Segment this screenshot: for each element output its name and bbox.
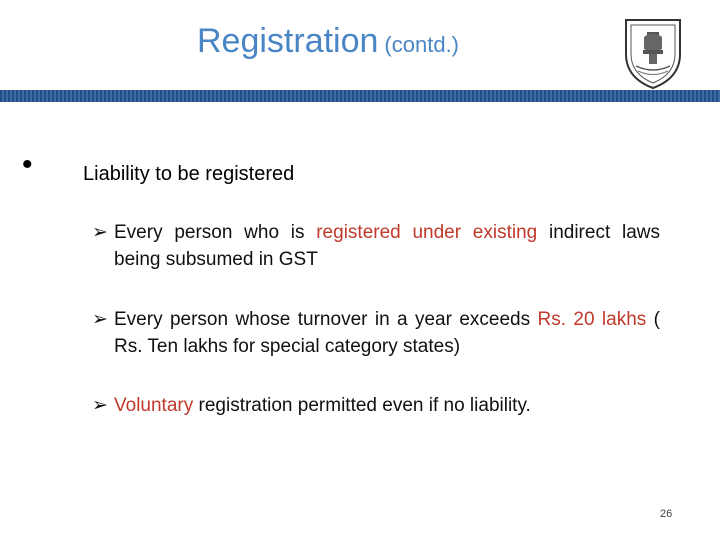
- text-part: ( Rs. Ten lakhs for special category states): [114, 309, 660, 357]
- title-suffix: (contd.): [384, 32, 460, 57]
- list-item: [92, 219, 660, 273]
- header-band: [0, 90, 720, 102]
- list-item: [92, 306, 660, 360]
- title-main: Registration: [197, 22, 379, 60]
- highlight-text: Voluntary: [114, 395, 194, 416]
- list-item-text: [92, 392, 660, 419]
- text-part: registration permitted even if no liability.: [193, 395, 531, 416]
- arrow-bullet-icon: ➢: [92, 222, 108, 243]
- list-item: [92, 392, 660, 419]
- arrow-bullet-icon: ➢: [92, 309, 108, 330]
- list-item-text: [92, 219, 660, 273]
- arrow-bullet-icon: ➢: [92, 395, 108, 416]
- main-bullet-icon: •: [22, 148, 33, 181]
- text-part: Every person who is: [114, 222, 317, 243]
- text-part: Every person whose turnover in a year exceeds: [114, 309, 538, 330]
- highlight-text: registered under existing: [316, 222, 538, 243]
- list-item-text: [92, 306, 660, 360]
- slide-title: [197, 22, 459, 61]
- page-number: 26: [660, 508, 673, 520]
- text-part: indirect laws being subsumed in GST: [114, 222, 660, 270]
- highlight-text: Rs. 20 lakhs: [537, 309, 647, 330]
- section-heading: Liability to be registered: [83, 163, 295, 185]
- emblem-logo-icon: [618, 14, 688, 92]
